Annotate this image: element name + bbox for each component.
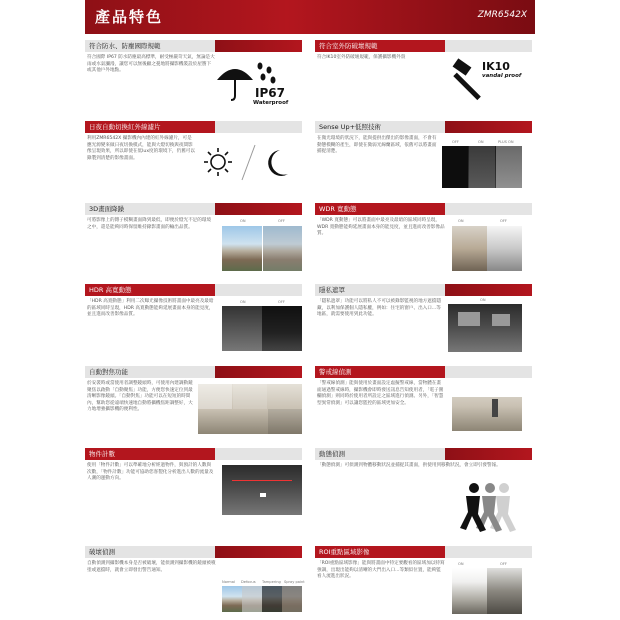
section-title: 警戒線偵測 xyxy=(315,366,532,378)
ik10-badge: IK10 xyxy=(482,60,510,73)
section-title: 符合室外防破壞規範 xyxy=(315,40,532,52)
wdr-sample-image xyxy=(452,226,522,271)
tamper-label-tampering: Tampering xyxy=(262,580,281,584)
alarm-sample-image xyxy=(452,381,522,431)
section-title: 自動對焦功能 xyxy=(85,366,302,378)
senseup-label-on: ON xyxy=(478,140,484,144)
roi-label-on: ON xyxy=(458,562,464,566)
running-person-icon xyxy=(452,480,522,535)
section-title: 破壞偵測 xyxy=(85,546,302,558)
section-title: 隱私遮罩 xyxy=(315,284,532,296)
section-motion xyxy=(315,448,532,470)
section-tamper xyxy=(85,546,302,574)
ip67-badge: IP67 xyxy=(255,86,285,100)
section-title: 符合防水、防塵國際規範 xyxy=(85,40,302,52)
tamper-label-normal: Normal xyxy=(222,580,236,584)
section-title: 3D畫面降躁 xyxy=(85,203,302,215)
senseup-label-plus-on: PLUS ON xyxy=(498,140,514,144)
section-text: 符合IK10室外防破壞規範，保護攝影機外殼 xyxy=(317,55,406,60)
section-title: 物件計數 xyxy=(85,448,302,460)
page-title: 產品特色 xyxy=(95,8,164,26)
section-title: ROI重點區域影像 xyxy=(315,546,532,558)
hdr-label-on: ON xyxy=(240,300,246,304)
dnr-label-off: OFF xyxy=(278,219,285,223)
section-text: 「警戒線偵測」能與使用於畫面設定虛擬警戒線，當物體在畫面通過警戒線時，攝影機會即時發送訊息告知使用者，「電子圍欄偵測」則同時於使用者所設定之區域進行偵測。另外，「智慧型異常偵測」可以讓您監控的區域更加安全。 xyxy=(317,381,444,406)
section-text: 在微光環境的狀況下，能與提供出傑出的影像畫面，不會有動態模糊的產生，即使在微弱光線蘭區域，依舊可以將畫面捕捉清楚。 xyxy=(317,136,437,155)
senseup-label-off: OFF xyxy=(452,140,459,144)
wdr-label-on: ON xyxy=(458,219,464,223)
section-text: 使用「物件計數」可以準確地分析經過物件，與預計的人數與次數，「物件計數」功能可協助您客製化分析進出人數的流量及人潮的運動方向。 xyxy=(87,463,214,482)
hdr-label-off: OFF xyxy=(278,300,285,304)
dnr-sample-image xyxy=(222,226,302,271)
section-title: 動態偵測 xyxy=(315,448,532,460)
dnr-label-on: ON xyxy=(240,219,246,223)
tamper-label-spray-paint: Spray paint xyxy=(284,580,305,584)
ip67-badge-sub: Waterproof xyxy=(253,100,289,106)
section-title: HDR 高寬動態 xyxy=(85,284,302,296)
hdr-sample-image xyxy=(222,306,302,351)
section-title: 日夜自動切換紅外線濾片 xyxy=(85,121,302,133)
section-text: 於安裝時或當使用者調整鏡頭時，可使用內建調動鏡聚焦以啟動「自動聚焦」功能，方便您快速定位到最清晰影像鏡頭。「自動對焦」功能可以在短短的時間內，幫助您從遠端快速地自動將攝機焦距調整好，大力地增強攝影機的便利性。 xyxy=(87,381,193,413)
day-night-icon xyxy=(200,140,300,185)
privacy-sample-image xyxy=(448,304,522,352)
page-header xyxy=(85,0,535,34)
tamper-label-defocus: Defocus xyxy=(241,580,256,584)
roi-sample-image xyxy=(452,568,522,614)
senseup-sample-image xyxy=(442,146,522,188)
tamper-sample-image xyxy=(222,586,302,612)
wdr-label-off: OFF xyxy=(500,219,507,223)
model-number: ZMR6542X xyxy=(477,10,527,20)
section-title: Sense Up+低照技術 xyxy=(315,121,532,133)
ik10-badge-sub: vandal proof xyxy=(482,73,522,79)
section-text: 「WDR 寬動態」可以將畫面中最亮及最暗的區域同時呈現，WDR 寬動態能夠延展畫面本身的能見度，並且進而改善影像品質。 xyxy=(317,218,445,237)
section-text: 「HDR 高寬動態」利用二次曝光攝像技術將畫面中最亮及最暗的區域同時呈現，HDR 高寬動態能夠延展畫面本身的能見度，並且進而改善影像品質。 xyxy=(87,299,214,318)
section-text: 「隱私遮罩」功能可以將私人不可以被錄影監視的地方遮擋隱藏，以利加保護個人隱私權，例如：住宅的窗戶、出入口...等地區，就需要使用到此功能。 xyxy=(317,299,442,318)
section-text: 「ROI重點區域影像」能與將畫面中特定要觀看的區域加以特寫強調，出現出能夠以清晰的大門出入口...等類似位置，能夠監看人流進出狀況。 xyxy=(317,561,445,580)
autofocus-sample-image xyxy=(198,384,302,434)
section-text: 自動偵測到攝影機本身是否被破壞，能偵測到攝影機的鏡頭被噴塗或遮擋時，就會立即發出警告通知。 xyxy=(87,561,216,573)
counting-sample-image xyxy=(222,465,302,515)
section-title: WDR 寬動態 xyxy=(315,203,532,215)
section-text: 「動態偵測」可偵測到物體移動狀況並捕捉其畫面，供使用到移動狀況，會立即引發警報。 xyxy=(317,463,501,468)
section-text: 符合國際 IP67 防水防塵最高標準，耐受極嚴苛天氣，無論是大雨或水氣瀰漫，讓您可以無後顧之憂地將攝影機裝設於屋簷下或其他戶外地點。 xyxy=(87,55,215,74)
section-text: 利用ZMR6542X 攝影機內內建的紅外線濾片，可是應光源變來做日夜切換模式，能與大燈切換與夜間影像呈現效果，所以即使在低lux度的環境下，仍舊可以錄製到清楚的影像畫面。 xyxy=(87,136,195,161)
roi-label-off: OFF xyxy=(500,562,507,566)
privacy-label-on: ON xyxy=(480,298,486,302)
section-text: 可將影像上的雜子模糊畫面降到最低，即便於燈光不足的環境之中，還是能夠同時保留維持錄影畫面的輸出品質。 xyxy=(87,218,212,230)
